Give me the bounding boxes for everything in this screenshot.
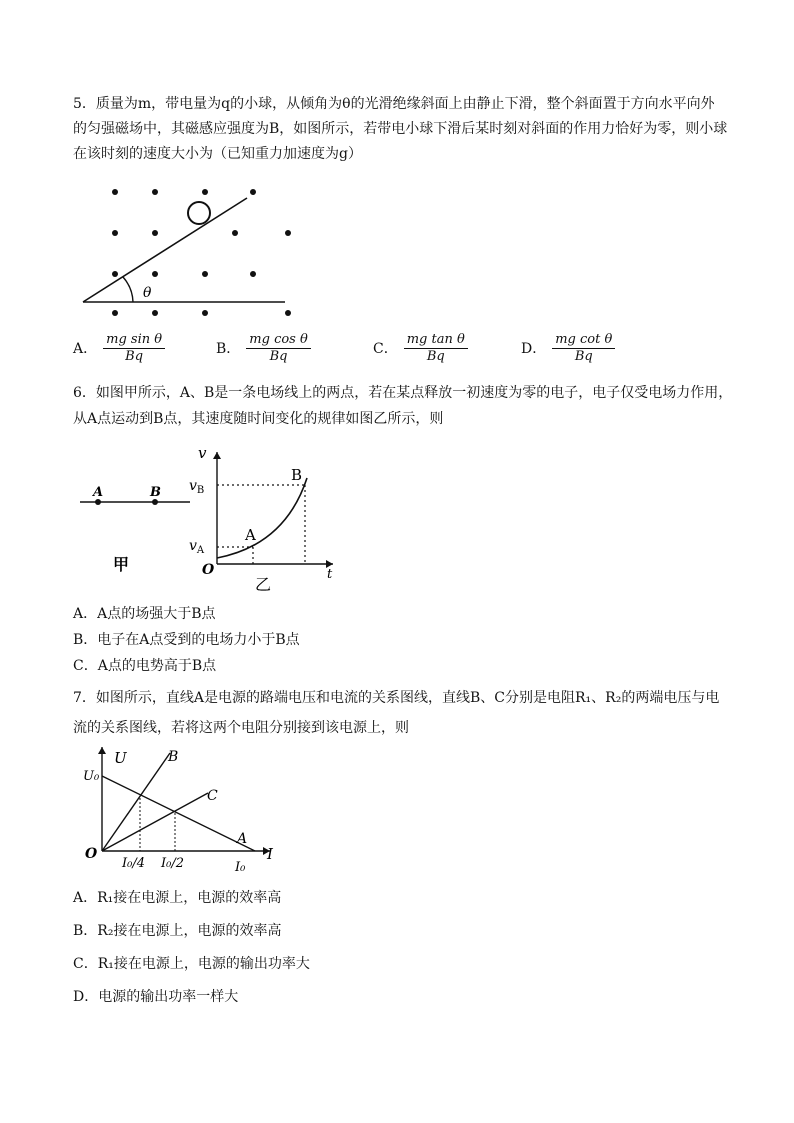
I0-half-label: I₀/2 <box>161 856 184 871</box>
t-axis-label: t <box>327 567 333 582</box>
I0-label: I₀ <box>235 860 246 875</box>
v-axis-label: v <box>198 444 207 462</box>
magnetic-field-dots <box>112 189 291 316</box>
q6-text-line2: 从A点运动到B点，其速度随时间变化的规律如图乙所示，则 <box>73 411 444 427</box>
vB-label: $v_B$ <box>189 478 205 496</box>
q6-option-c: C．A点的电势高于B点 <box>73 658 217 674</box>
jia-point-a: A <box>93 485 104 500</box>
q5-text-line3: 在该时刻的速度大小为（已知重力加速度为g） <box>73 146 362 162</box>
q5-text-line2: 的匀强磁场中，其磁感应强度为B，如图所示，若带电小球下滑后某时刻对斜面的作用力恰好为零，则小球 <box>73 121 728 137</box>
q5-option-c: C． $\frac{\text{mg tan θ}}{Bq}$ <box>373 332 468 365</box>
q7-option-d: D．电源的输出功率一样大 <box>73 989 239 1005</box>
U-axis-label: U <box>114 749 127 767</box>
yi-caption: 乙 <box>255 575 272 594</box>
q6-figures <box>75 440 345 595</box>
q6-option-b: B．电子在A点受到的电场力小于B点 <box>73 632 300 648</box>
q7-ui-graph <box>75 743 290 878</box>
q6-option-a: A．A点的场强大于B点 <box>73 606 216 622</box>
q5-option-a: A． $\frac{\text{mg sin θ}}{Bq}$ <box>73 332 165 365</box>
velocity-curve <box>217 478 307 558</box>
line-b <box>102 753 170 851</box>
q7-origin-label: O <box>85 846 98 862</box>
jia-point-b: B <box>150 485 161 500</box>
q6-text-line1: 6．如图甲所示，A、B是一条电场线上的两点，若在某点释放一初速度为零的电子，电子仅受电场力作用， <box>73 385 733 401</box>
q5-option-b: B． $\frac{\text{mg cos θ}}{Bq}$ <box>216 332 311 365</box>
line-b-label: B <box>168 749 179 765</box>
jia-caption: 甲 <box>113 555 130 574</box>
U0-label: U₀ <box>83 769 100 784</box>
curve-point-a: A <box>245 526 256 544</box>
q5-incline-figure <box>75 180 305 320</box>
q7-option-a: A．R₁接在电源上，电源的效率高 <box>73 890 282 906</box>
line-a-label: A <box>237 831 248 847</box>
I-axis-label: I <box>267 845 273 863</box>
q5-option-d: D． $\frac{\text{mg cot θ}}{Bq}$ <box>521 332 615 365</box>
curve-point-b: B <box>291 466 303 484</box>
q7-option-b: B．R₂接在电源上，电源的效率高 <box>73 923 282 939</box>
q7-text-line2: 流的关系图线，若将这两个电阻分别接到该电源上，则 <box>73 720 409 736</box>
q7-text-line1: 7．如图所示，直线A是电源的路端电压和电流的关系图线，直线B、C分别是电阻R₁、R₂的两端电压与电 <box>73 690 720 706</box>
line-a <box>102 776 255 851</box>
I0-quarter-label: I₀/4 <box>122 856 145 871</box>
q5-text-line1: 5．质量为m，带电量为q的小球，从倾角为θ的光滑绝缘斜面上由静止下滑，整个斜面置于方向水平向外 <box>73 96 715 112</box>
origin-label: O <box>202 562 215 578</box>
theta-label: θ <box>143 285 152 301</box>
vA-label: $v_A$ <box>189 538 205 556</box>
q7-option-c: C．R₁接在电源上，电源的输出功率大 <box>73 956 310 972</box>
line-c-label: C <box>207 788 218 804</box>
charged-ball <box>188 202 210 224</box>
